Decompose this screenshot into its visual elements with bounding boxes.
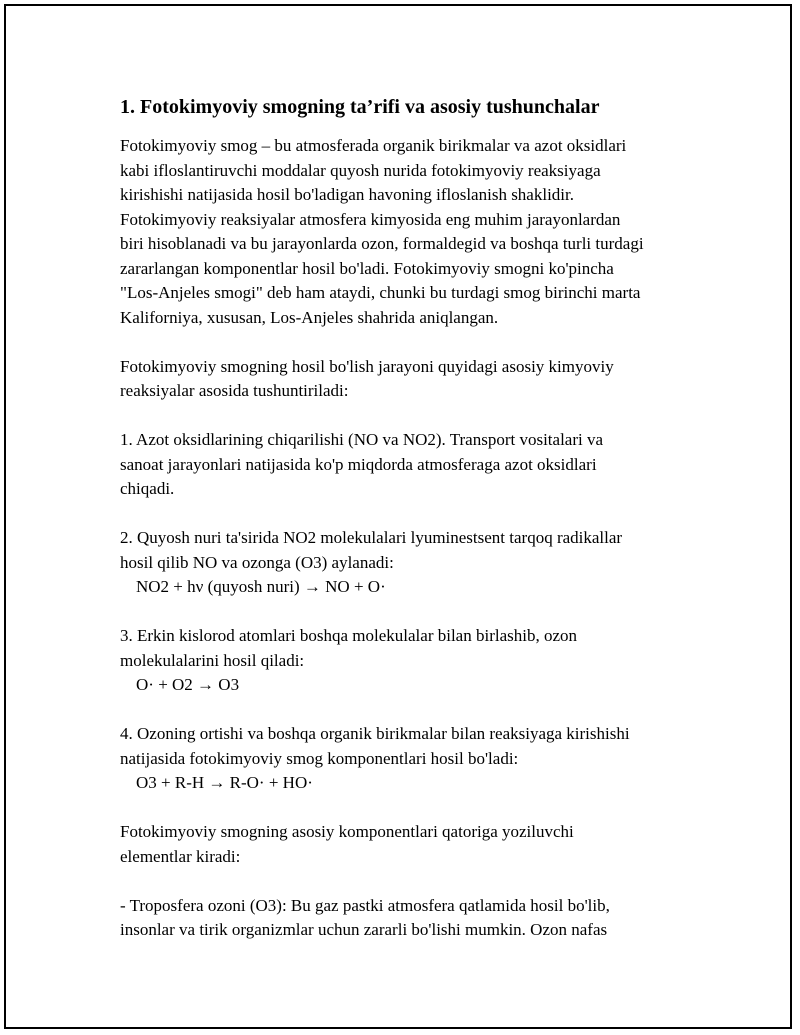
paragraph-gap (120, 698, 720, 723)
component-1-paragraph: - Troposfera ozoni (O3): Bu gaz pastki atmosfera qatlamida hosil bo'lib, insonlar va tirik organizmlar uchun zararli bo'lishi mumkin. Ozon nafas (120, 895, 610, 939)
formula-3: O· + O2 → O3 (136, 675, 240, 694)
formula-4: O3 + R-H → R-O· + HO· (136, 773, 313, 792)
paragraph-gap (120, 404, 720, 429)
step-2-paragraph: 2. Quyosh nuri ta'sirida NO2 molekulalari lyuminestsent tarqoq radikallar hosil qilib NO va ozonga (O3) aylanadi: (120, 528, 623, 572)
section-heading: 1. Fotokimyoviy smogning ta’rifi va asosiy tushunchalar (120, 96, 600, 118)
step-1-paragraph: 1. Azot oksidlarining chiqarilishi (NO va NO2). Transport vositalari va sanoat jarayonlari natijasida ko'p miqdorda atmosferaga azot oksidlari chiqadi. (120, 430, 604, 498)
step-3-paragraph: 3. Erkin kislorod atomlari boshqa molekulalar bilan birlashib, ozon molekulalarini hosil qiladi: (120, 626, 578, 670)
process-intro-paragraph: Fotokimyoviy smogning hosil bo'lish jarayoni quyidagi asosiy kimyoviy reaksiyalar asosida tushuntiriladi: (120, 356, 614, 400)
paragraph-gap (120, 796, 720, 821)
paragraph-gap (120, 502, 720, 527)
paragraph-gap (120, 600, 720, 625)
step-4-paragraph: 4. Ozoning ortishi va boshqa organik birikmalar bilan reaksiyaga kirishishi natijasida fotokimyoviy smog komponentlari hosil bo'ladi: (120, 724, 630, 768)
paragraph-gap (120, 869, 720, 894)
paragraph-gap (120, 330, 720, 355)
formula-2: NO2 + hν (quyosh nuri) → NO + O· (136, 577, 386, 596)
intro-paragraph: Fotokimyoviy smog – bu atmosferada organik birikmalar va azot oksidlari kabi ifloslantiruvchi moddalar quyosh nurida fotokimyoviy reaksiyaga kirishishi natijasida hosil bo'ladigan havoning ifloslanish shaklidir. Fotokimyoviy reaksiyalar atmosfera kimyosida eng muhim jarayonlardan biri hisoblanadi va bu jarayonlarda ozon, formaldegid va boshqa turli turdagi zararlangan komponentlar hosil bo'ladi. Fotokimyoviy smogni ko'pincha "Los-Anjeles smogi" deb ham ataydi, chunki bu turdagi smog birinchi marta Kaliforniya, xususan, Los-Anjeles shahrida aniqlangan. (120, 136, 644, 327)
document-content (120, 94, 720, 943)
components-intro-paragraph: Fotokimyoviy smogning asosiy komponentlari qatoriga yoziluvchi elementlar kiradi: (120, 822, 574, 866)
document-page (4, 4, 792, 1029)
